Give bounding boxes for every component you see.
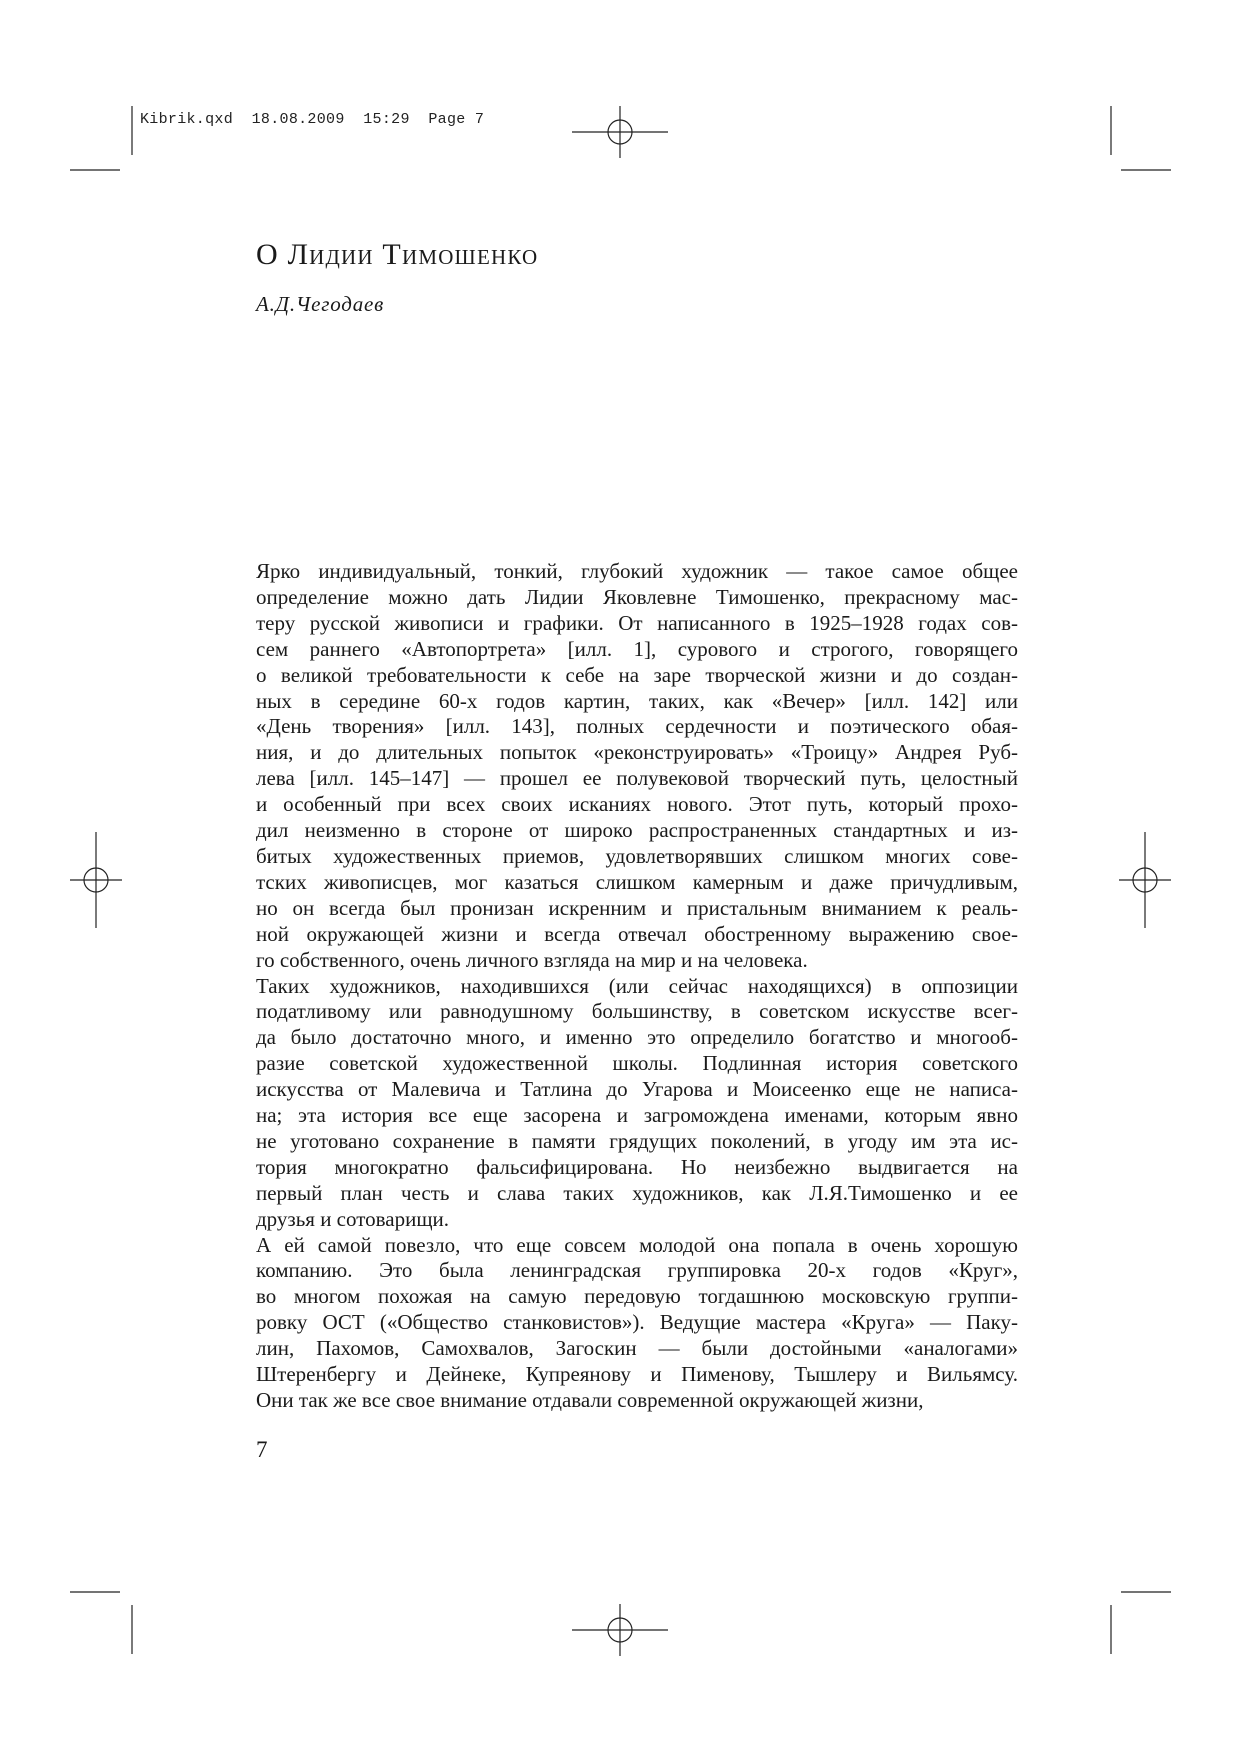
body-line: тория многократно фальсифицирована. Но неизбежно выдвигается на: [256, 1154, 1018, 1179]
body-line: лева [илл. 145–147] — прошел ее полувековой творческий путь, целостный: [256, 766, 1018, 791]
body-line: лин, Пахомов, Самохвалов, Загоскин — были достойными «аналогами»: [256, 1336, 1018, 1361]
body-line: друзья и сотоварищи.: [256, 1206, 449, 1231]
body-line: «День творения» [илл. 143], полных сердечности и поэтического обая-: [256, 714, 1018, 739]
body-line: ной окружающей жизни и всегда отвечал обостренному выражению свое-: [256, 921, 1018, 946]
body-line: разие советской художественной школы. Подлинная история советского: [256, 1051, 1018, 1076]
body-line: первый план честь и слава таких художников, как Л.Я.Тимошенко и ее: [256, 1180, 1018, 1205]
body-line: и особенный при всех своих исканиях нового. Этот путь, который прохо-: [256, 792, 1018, 817]
body-line: теру русской живописи и графики. От написанного в 1925–1928 годах сов-: [256, 610, 1018, 635]
body-line: не уготовано сохранение в памяти грядущих поколений, в угоду им эта ис-: [256, 1128, 1018, 1153]
body-line: сем раннего «Автопортрета» [илл. 1], сурового и строгого, говорящего: [256, 636, 1018, 661]
body-line: искусства от Малевича и Татлина до Угарова и Моисеенко еще не написа-: [256, 1077, 1018, 1102]
body-line: на; эта история все еще засорена и загромождена именами, которым явно: [256, 1103, 1018, 1128]
body-line: тских живописцев, мог казаться слишком камерным и даже причудливым,: [256, 869, 1018, 894]
body-line: Штеренбергу и Дейнеке, Купреянову и Пименову, Тышлеру и Вильямсу.: [256, 1362, 1018, 1387]
body-line: податливому или равнодушному большинству, в советском искусстве всег-: [256, 999, 1018, 1024]
body-line: во многом похожая на самую передовую тогдашнюю московскую группи-: [256, 1284, 1018, 1309]
print-slug-line: Kibrik.qxd 18.08.2009 15:29 Page 7: [140, 111, 485, 128]
body-line: да было достаточно много, и именно это определило богатство и многооб-: [256, 1025, 1018, 1050]
article-author: А.Д.Чегодаев: [256, 292, 385, 316]
body-line: А ей самой повезло, что еще совсем молодой она попала в очень хорошую: [256, 1232, 1018, 1257]
body-line: ных в середине 60-х годов картин, таких, как «Вечер» [илл. 142] или: [256, 688, 1018, 713]
body-line: ровку ОСТ («Общество станковистов»). Ведущие мастера «Круга» — Паку-: [256, 1310, 1018, 1335]
registration-mark-left: [70, 832, 122, 928]
body-line: битых художественных приемов, удовлетворявших слишком многих сове-: [256, 843, 1018, 868]
body-line: компанию. Это была ленинградская группировка 20-х годов «Круг»,: [256, 1258, 1018, 1283]
body-line: го собственного, очень личного взгляда на мир и на человека.: [256, 947, 808, 972]
body-line: ния, и до длительных попыток «реконструировать» «Троицу» Андрея Руб-: [256, 740, 1018, 765]
body-line: о великой требовательности к себе на заре творческой жизни и до создан-: [256, 662, 1018, 687]
body-line: Они так же все свое внимание отдавали современной окружающей жизни,: [256, 1388, 924, 1412]
body-line: Ярко индивидуальный, тонкий, глубокий художник — такое самое общее: [256, 559, 1018, 583]
body-line: Таких художников, находившихся (или сейчас находящихся) в оппозиции: [256, 973, 1018, 998]
registration-mark-right: [1119, 832, 1171, 928]
body-line: но он всегда был пронизан искренним и пристальным вниманием к реаль-: [256, 895, 1018, 920]
article-title: О Лидии Тимошенко: [256, 238, 539, 271]
registration-mark-bottom: [572, 1604, 668, 1656]
body-line: дил неизменно в стороне от широко распространенных стандартных и из-: [256, 818, 1018, 843]
registration-mark-top: [572, 106, 668, 158]
article-body: [256, 559, 1018, 1414]
body-line: определение можно дать Лидии Яковлевне Тимошенко, прекрасному мас-: [256, 584, 1018, 609]
page-number: 7: [256, 1437, 268, 1462]
